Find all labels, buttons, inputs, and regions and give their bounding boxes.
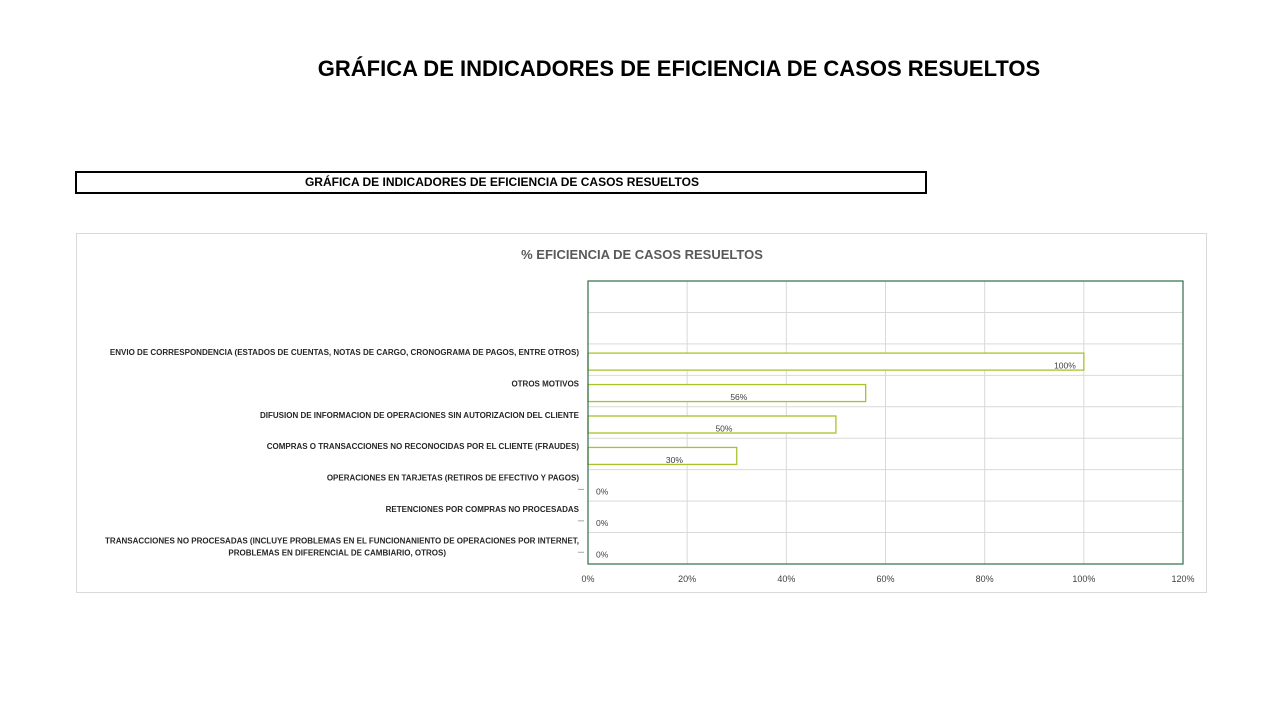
x-tick-label: 0% xyxy=(581,574,595,584)
category-label-line: PROBLEMAS EN DIFERENCIAL DE CAMBIARIO, OTROS) xyxy=(228,548,446,558)
banner-title: GRÁFICA DE INDICADORES DE EFICIENCIA DE CASOS RESUELTOS xyxy=(304,175,700,189)
data-label: 0% xyxy=(596,549,609,560)
category-label: OTROS MOTIVOS xyxy=(511,379,579,389)
x-tick-label: 120% xyxy=(1171,574,1195,584)
bar xyxy=(588,385,866,402)
data-label: 0% xyxy=(596,517,609,528)
category-label-line: TRANSACCIONES NO PROCESADAS (INCLUYE PROBLEMAS EN EL FUNCIONANIENTO DE OPERACIONES POR INTERNET, xyxy=(105,536,579,546)
category-label: COMPRAS O TRANSACCIONES NO RECONOCIDAS POR EL CLIENTE (FRAUDES) xyxy=(266,442,579,452)
x-tick-label: 40% xyxy=(777,574,796,584)
category-label: RETENCIONES POR COMPRAS NO PROCESADAS xyxy=(385,505,579,515)
data-label: 0% xyxy=(596,486,609,497)
bar-chart xyxy=(77,234,1206,592)
data-label: 30% xyxy=(665,454,683,465)
slide-title: GRÁFICA DE INDICADORES DE EFICIENCIA DE CASOS RESUELTOS xyxy=(317,56,1041,81)
x-tick-layer xyxy=(581,574,1194,584)
chart-frame xyxy=(76,233,1207,593)
bar xyxy=(588,416,836,433)
category-label-layer xyxy=(105,348,580,558)
category-label xyxy=(105,537,579,558)
bar-layer xyxy=(578,353,1084,559)
chart-title: % EFICIENCIA DE CASOS RESUELTOS xyxy=(521,247,763,262)
x-tick-label: 20% xyxy=(678,574,697,584)
x-tick-label: 100% xyxy=(1072,574,1096,584)
data-label: 50% xyxy=(715,423,733,434)
x-tick-label: 80% xyxy=(975,574,994,584)
category-label: OPERACIONES EN TARJETAS (RETIROS DE EFECTIVO Y PAGOS) xyxy=(326,473,579,483)
category-label: ENVIO DE CORRESPONDENCIA (ESTADOS DE CUENTAS, NOTAS DE CARGO, CRONOGRAMA DE PAGOS, ENTRE OTROS) xyxy=(109,347,579,357)
chart-banner xyxy=(75,171,927,194)
data-label: 56% xyxy=(730,392,748,403)
data-label: 100% xyxy=(1054,360,1076,371)
bar xyxy=(588,353,1084,370)
x-tick-label: 60% xyxy=(876,574,895,584)
bar xyxy=(588,447,737,464)
category-label: DIFUSION DE INFORMACION DE OPERACIONES SIN AUTORIZACION DEL CLIENTE xyxy=(260,410,579,420)
